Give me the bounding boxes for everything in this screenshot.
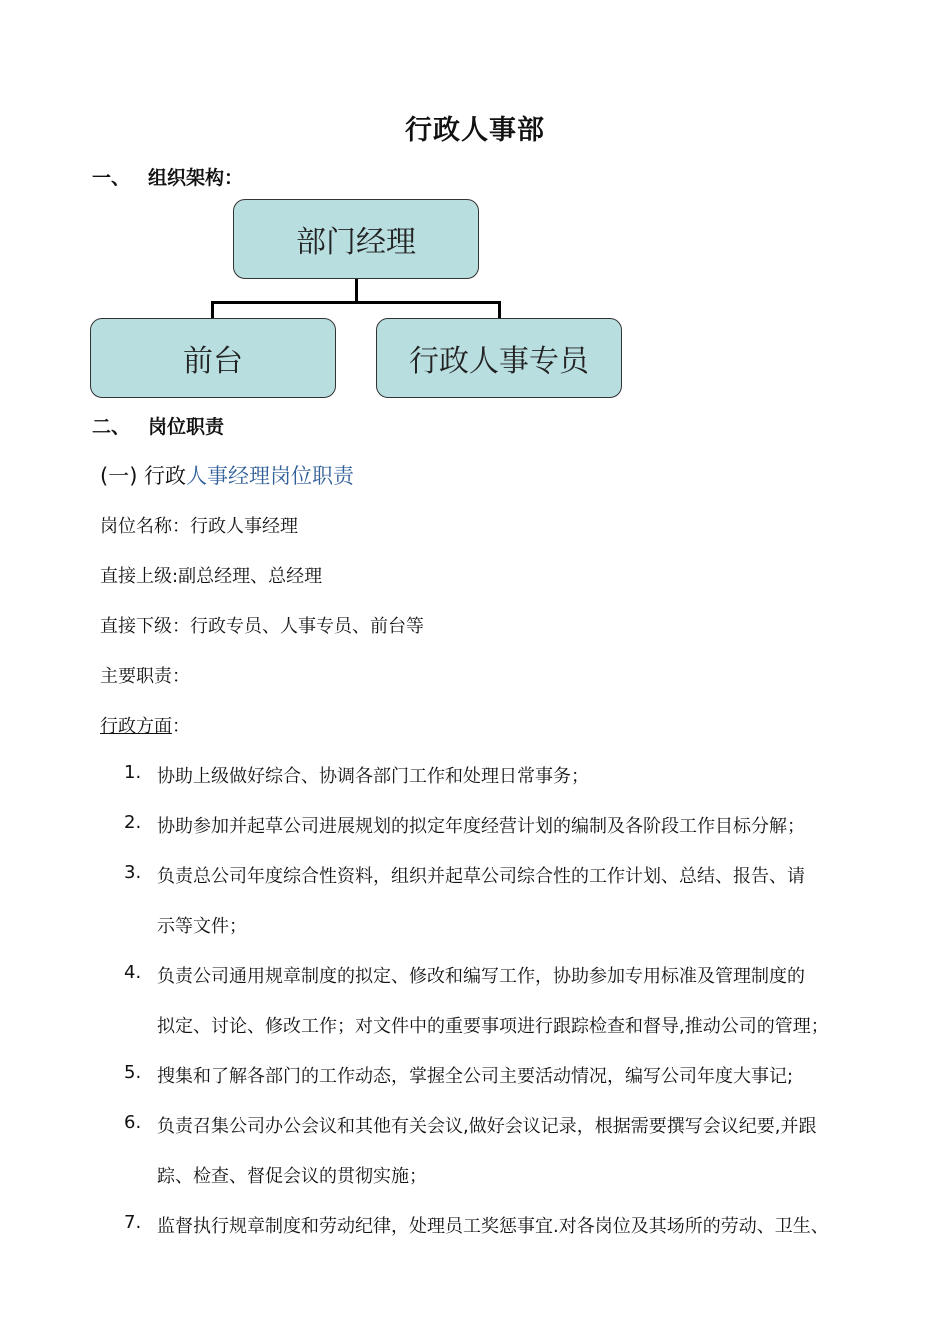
post-name: 岗位名称：行政人事经理 bbox=[100, 516, 298, 537]
section-number: 二、 bbox=[92, 416, 131, 438]
section-heading-duties bbox=[92, 412, 224, 439]
item-text: 协助参加并起草公司进展规划的拟定年度经营计划的编制及各阶段工作目标分解； bbox=[157, 816, 805, 837]
item-number: 7. bbox=[124, 1212, 142, 1233]
subsection-highlight: 人事经理岗位职责 bbox=[186, 464, 355, 488]
item-text: 负责公司通用规章制度的拟定、修改和编写工作，协助参加专用标准及管理制度的 bbox=[157, 966, 805, 987]
connector-left bbox=[211, 301, 214, 319]
page-title: 行政人事部 bbox=[405, 115, 545, 146]
connector-horizontal bbox=[211, 301, 501, 304]
item-text: 协助上级做好综合、协调各部门工作和处理日常事务； bbox=[157, 766, 589, 787]
item-text: 负责召集公司办公会议和其他有关会议,做好会议记录，根据需要撰写会议纪要,并跟 bbox=[157, 1116, 817, 1137]
item-number: 6. bbox=[124, 1112, 142, 1133]
item-number: 3. bbox=[124, 862, 142, 883]
item-number: 2. bbox=[124, 812, 142, 833]
item-text: 负责总公司年度综合性资料，组织并起草公司综合性的工作计划、总结、报告、请 bbox=[157, 866, 805, 887]
admin-label: 行政方面 bbox=[100, 716, 172, 737]
item-text: 搜集和了解各部门的工作动态，掌握全公司主要活动情况，编写公司年度大事记; bbox=[157, 1066, 794, 1087]
direct-subordinate: 直接下级：行政专员、人事专员、前台等 bbox=[100, 616, 424, 637]
connector-right bbox=[498, 301, 501, 319]
admin-colon: ： bbox=[172, 716, 190, 737]
item-number: 4. bbox=[124, 962, 142, 983]
direct-superior: 直接上级:副总经理、总经理 bbox=[100, 566, 323, 587]
section-number: 一、 bbox=[92, 167, 131, 189]
section-label: 岗位职责 bbox=[148, 416, 225, 438]
connector-vertical bbox=[355, 279, 358, 303]
item-number: 1. bbox=[124, 762, 142, 783]
item-text-cont: 示等文件； bbox=[157, 916, 247, 937]
subsection-prefix: (一) 行政 bbox=[100, 464, 187, 488]
item-text-cont: 拟定、讨论、修改工作；对文件中的重要事项进行跟踪检查和督导,推动公司的管理； bbox=[157, 1016, 829, 1037]
admin-heading bbox=[100, 712, 190, 738]
org-box-reception: 前台 bbox=[90, 318, 336, 398]
main-duties-label: 主要职责： bbox=[100, 666, 190, 687]
item-text-cont: 踪、检查、督促会议的贯彻实施； bbox=[157, 1166, 427, 1187]
org-box-manager: 部门经理 bbox=[233, 199, 479, 279]
item-number: 5. bbox=[124, 1062, 142, 1083]
section-heading-org bbox=[92, 163, 243, 190]
item-text: 监督执行规章制度和劳动纪律，处理员工奖惩事宜.对各岗位及其场所的劳动、卫生、 bbox=[157, 1216, 829, 1237]
section-label: 组织架构： bbox=[148, 167, 244, 189]
subsection-title bbox=[100, 460, 354, 490]
org-box-specialist: 行政人事专员 bbox=[376, 318, 622, 398]
